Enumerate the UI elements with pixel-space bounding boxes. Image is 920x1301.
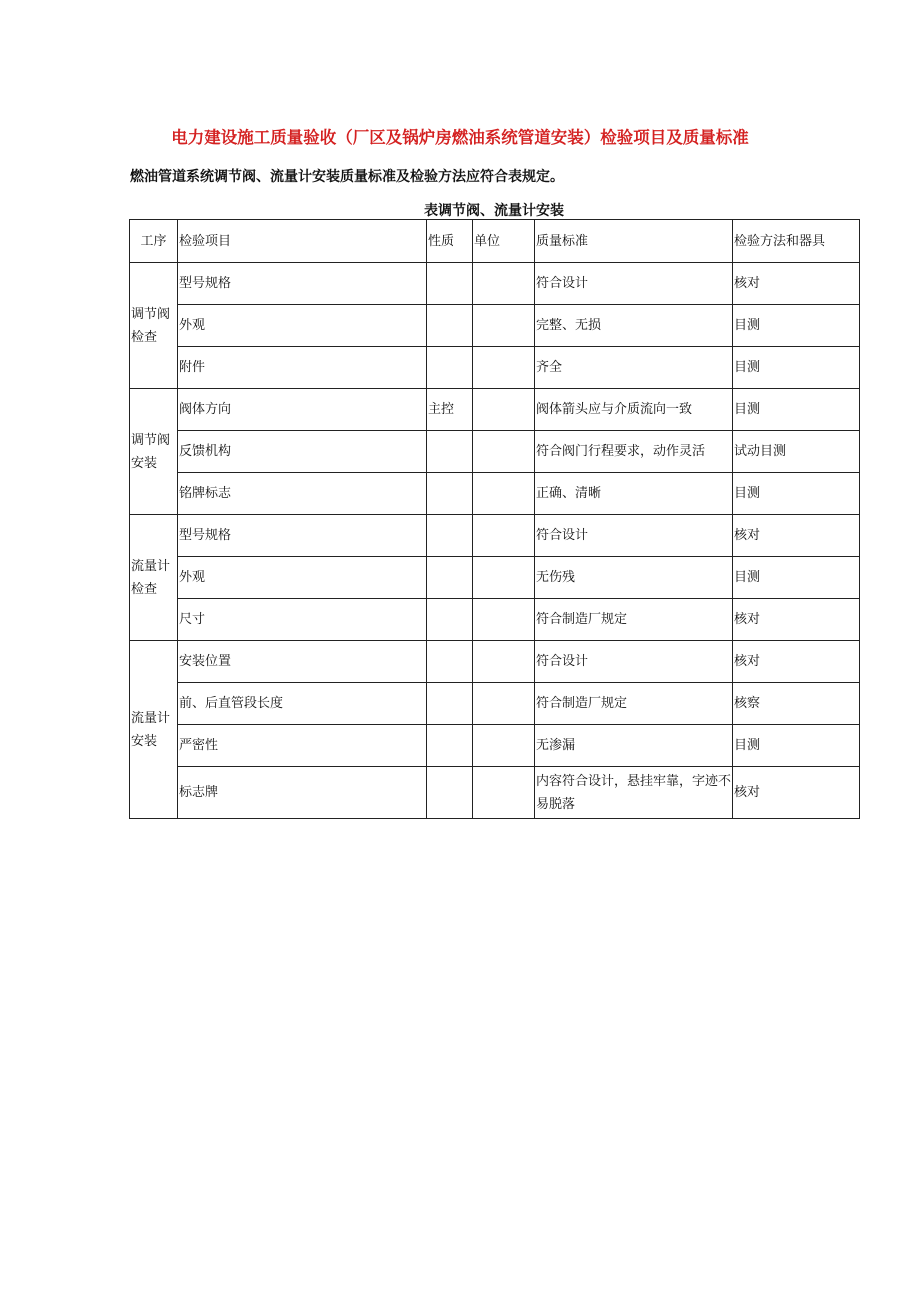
standard-cell: 符合阀门行程要求，动作灵活 (535, 431, 733, 473)
standard-cell: 齐全 (535, 347, 733, 389)
process-cell: 调节阀检查 (130, 263, 178, 389)
table-caption: 表调节阀、流量计安装 (424, 203, 564, 219)
item-cell: 安装位置 (178, 641, 427, 683)
table-row (130, 557, 860, 599)
table-row (130, 641, 860, 683)
standard-cell: 符合设计 (535, 515, 733, 557)
unit-cell (473, 683, 535, 725)
nature-cell (427, 263, 473, 305)
unit-cell (473, 347, 535, 389)
nature-cell (427, 431, 473, 473)
standard-cell: 符合制造厂规定 (535, 599, 733, 641)
unit-cell (473, 431, 535, 473)
item-cell: 标志牌 (178, 767, 427, 819)
standard-cell: 无渗漏 (535, 725, 733, 767)
nature-cell (427, 683, 473, 725)
standard-cell: 完整、无损 (535, 305, 733, 347)
table-row (130, 389, 860, 431)
table-row (130, 263, 860, 305)
item-cell: 严密性 (178, 725, 427, 767)
unit-cell (473, 641, 535, 683)
process-cell: 流量计安装 (130, 641, 178, 819)
item-cell: 外观 (178, 305, 427, 347)
item-cell: 尺寸 (178, 599, 427, 641)
item-cell: 型号规格 (178, 515, 427, 557)
method-cell: 目测 (733, 389, 860, 431)
item-cell: 型号规格 (178, 263, 427, 305)
document-title: 电力建设施工质量验收（厂区及锅炉房燃油系统管道安装）检验项目及质量标准 (171, 128, 749, 147)
method-cell: 核对 (733, 515, 860, 557)
unit-cell (473, 557, 535, 599)
nature-cell (427, 641, 473, 683)
nature-cell (427, 473, 473, 515)
method-cell: 目测 (733, 473, 860, 515)
item-cell: 附件 (178, 347, 427, 389)
method-cell: 目测 (733, 557, 860, 599)
unit-cell (473, 725, 535, 767)
table-row (130, 725, 860, 767)
header-standard: 质量标准 (535, 220, 733, 263)
table-row (130, 683, 860, 725)
unit-cell (473, 473, 535, 515)
method-cell: 试动目测 (733, 431, 860, 473)
standard-cell: 无伤残 (535, 557, 733, 599)
table-row (130, 767, 860, 819)
header-item: 检验项目 (178, 220, 427, 263)
nature-cell (427, 767, 473, 819)
standard-cell: 正确、清晰 (535, 473, 733, 515)
process-cell: 流量计检查 (130, 515, 178, 641)
table-row (130, 347, 860, 389)
table-header-row (130, 220, 860, 263)
header-method: 检验方法和器具 (733, 220, 860, 263)
header-process: 工序 (130, 220, 178, 263)
item-cell: 外观 (178, 557, 427, 599)
item-cell: 反馈机构 (178, 431, 427, 473)
inspection-table (129, 219, 860, 819)
nature-cell (427, 557, 473, 599)
intro-paragraph: 燃油管道系统调节阀、流量计安装质量标准及检验方法应符合表规定。 (130, 169, 564, 185)
unit-cell (473, 305, 535, 347)
table-row (130, 305, 860, 347)
method-cell: 核对 (733, 767, 860, 819)
unit-cell (473, 599, 535, 641)
standard-cell: 符合设计 (535, 641, 733, 683)
table-row (130, 473, 860, 515)
unit-cell (473, 767, 535, 819)
table-row (130, 515, 860, 557)
nature-cell: 主控 (427, 389, 473, 431)
item-cell: 前、后直管段长度 (178, 683, 427, 725)
standard-cell: 内容符合设计，悬挂牢靠，字迹不易脱落 (535, 767, 733, 819)
nature-cell (427, 305, 473, 347)
process-cell: 调节阀安装 (130, 389, 178, 515)
standard-cell: 阀体箭头应与介质流向一致 (535, 389, 733, 431)
method-cell: 核察 (733, 683, 860, 725)
header-unit: 单位 (473, 220, 535, 263)
unit-cell (473, 389, 535, 431)
header-nature: 性质 (427, 220, 473, 263)
unit-cell (473, 515, 535, 557)
nature-cell (427, 725, 473, 767)
method-cell: 目测 (733, 305, 860, 347)
method-cell: 目测 (733, 725, 860, 767)
nature-cell (427, 599, 473, 641)
method-cell: 核对 (733, 599, 860, 641)
nature-cell (427, 347, 473, 389)
item-cell: 铭牌标志 (178, 473, 427, 515)
unit-cell (473, 263, 535, 305)
standard-cell: 符合制造厂规定 (535, 683, 733, 725)
item-cell: 阀体方向 (178, 389, 427, 431)
method-cell: 核对 (733, 641, 860, 683)
method-cell: 核对 (733, 263, 860, 305)
method-cell: 目测 (733, 347, 860, 389)
table-row (130, 431, 860, 473)
standard-cell: 符合设计 (535, 263, 733, 305)
nature-cell (427, 515, 473, 557)
table-row (130, 599, 860, 641)
